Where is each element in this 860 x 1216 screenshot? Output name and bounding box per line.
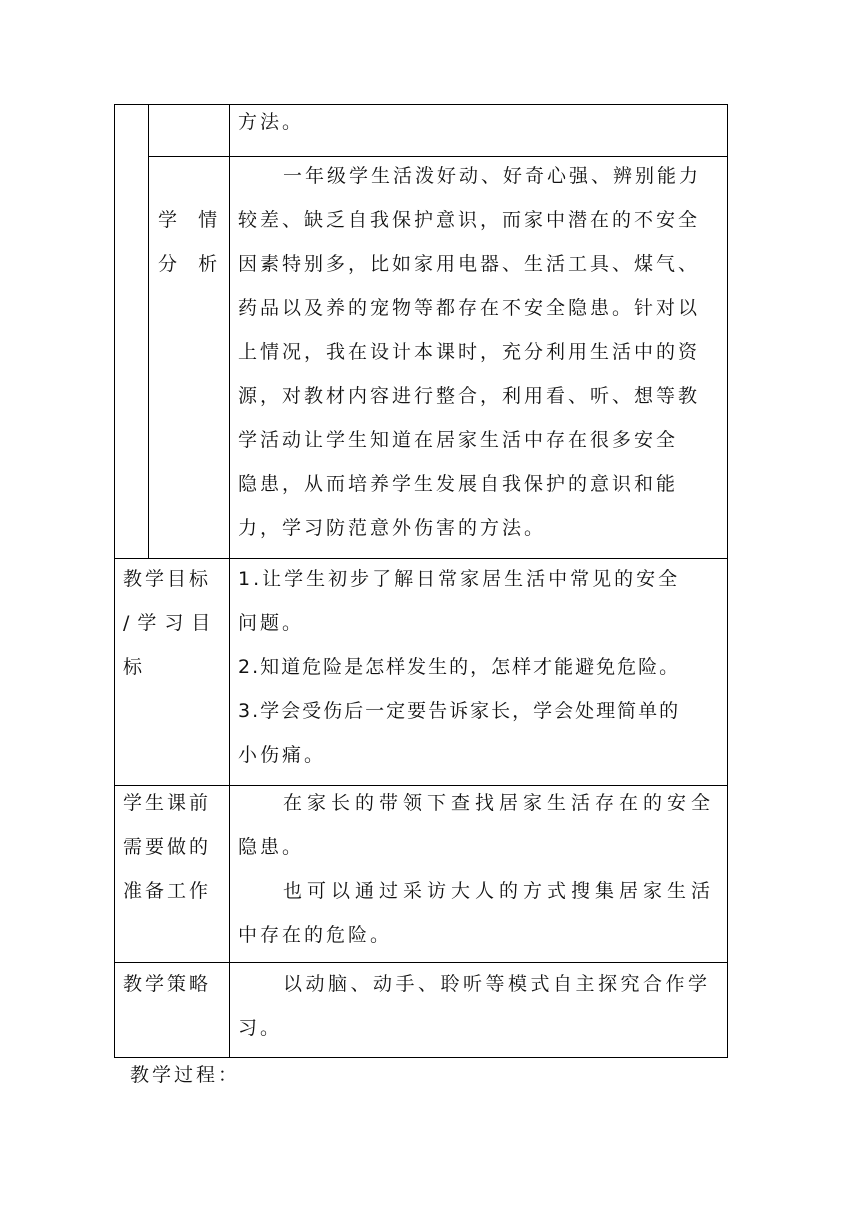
objectives-line: 问题。 [238,612,305,634]
objectives-line: 2.知道危险是怎样发生的，怎样才能避免危险。 [238,656,681,678]
preparation-line: 在家长的带领下查找居家生活存在的安全 [283,792,716,814]
strategy-line: 习。 [238,1017,283,1039]
student-analysis-label-line1: 学 情 [158,209,221,231]
strategy-label: 教学策略 [123,973,212,995]
preparation-label-line: 需要做的 [123,836,212,858]
preparation-label-line: 学生课前 [123,792,212,814]
preparation-line: 也可以通过采访大人的方式搜集居家生活 [283,880,716,902]
table-middle-border [229,104,230,1058]
student-analysis-line: 学活动让学生知道在居家生活中存在很多安全 [238,429,679,451]
student-analysis-line: 源，对教材内容进行整合，利用看、听、想等教 [238,385,701,407]
strategy-line: 以动脑、动手、聆听等模式自主探究合作学 [283,973,711,995]
continuation-text: 方法。 [238,111,305,133]
preparation-line: 中存在的危险。 [238,924,393,946]
student-analysis-line: 一年级学生活泼好动、好奇心强、辨别能力 [283,165,702,187]
student-analysis-line: 力，学习防范意外伤害的方法。 [238,517,547,539]
table-border-left [114,104,115,1058]
teaching-process-heading: 教学过程： [130,1064,241,1086]
objectives-label-line: 教学目标 [123,568,212,590]
table-inner-left-border [148,104,149,558]
preparation-line: 隐患。 [238,836,305,858]
preparation-label-line: 准备工作 [123,880,212,902]
table-border-right [727,104,728,1058]
student-analysis-label-line2: 分 析 [158,253,221,275]
student-analysis-line: 药品以及养的宠物等都存在不安全隐患。针对以 [238,297,701,319]
objectives-line: 3.学会受伤后一定要告诉家长，学会处理简单的 [238,700,681,722]
objectives-label-line: /学习目 [123,612,219,634]
student-analysis-line: 较差、缺乏自我保护意识，而家中潜在的不安全 [238,209,701,231]
objectives-line: 1.让学生初步了解日常家居生活中常见的安全 [238,568,681,590]
student-analysis-line: 因素特别多，比如家用电器、生活工具、煤气、 [238,253,701,275]
table-border-top [114,104,728,105]
student-analysis-line: 隐患，从而培养学生发展自我保护的意识和能 [238,473,679,495]
objectives-label-line: 标 [123,656,146,678]
objectives-line: 小伤痛。 [238,744,327,766]
student-analysis-line: 上情况，我在设计本课时，充分利用生活中的资 [238,341,701,363]
